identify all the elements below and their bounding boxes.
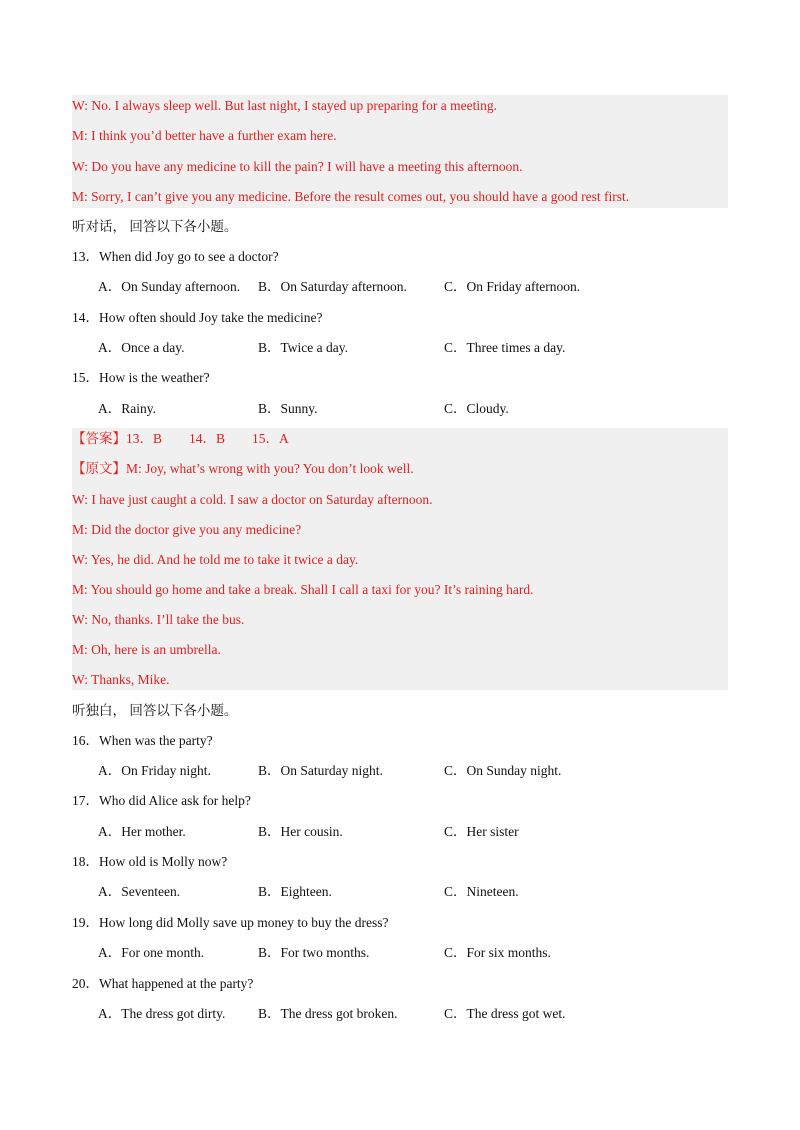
transcript-line: M: You should go home and take a break. Shall I call a taxi for you? It’s raining hard. (72, 582, 534, 597)
q18-option-b: B．Eighteen. (258, 884, 332, 899)
q16-option-b: B．On Saturday night. (258, 763, 383, 778)
section-heading-dialogue: 听对话， 回答以下各小题。 (72, 219, 238, 234)
question-15: 15．How is the weather? (72, 370, 210, 385)
transcript-line: M: Did the doctor give you any medicine? (72, 522, 302, 537)
q15-option-b: B．Sunny. (258, 401, 318, 416)
answer-line: 【答案】13．B 14．B 15．A (72, 431, 289, 446)
q14-option-c: C．Three times a day. (444, 340, 566, 355)
q17-option-a: A．Her mother. (98, 824, 186, 839)
q13-option-b: B．On Saturday afternoon. (258, 279, 407, 294)
q20-option-c: C．The dress got wet. (444, 1006, 566, 1021)
transcript-line: W: I have just caught a cold. I saw a doctor on Saturday afternoon. (72, 492, 433, 507)
q16-option-c: C．On Sunday night. (444, 763, 562, 778)
question-20: 20．What happened at the party? (72, 976, 254, 991)
transcript-line: W: Yes, he did. And he told me to take it twice a day. (72, 552, 359, 567)
q14-option-a: A．Once a day. (98, 340, 185, 355)
q18-option-a: A．Seventeen. (98, 884, 181, 899)
q15-option-c: C．Cloudy. (444, 401, 509, 416)
transcript-line: 【原文】M: Joy, what’s wrong with you? You don’t look well. (72, 461, 414, 476)
transcript-line: W: Thanks, Mike. (72, 672, 170, 687)
transcript-line: M: Oh, here is an umbrella. (72, 642, 221, 657)
question-17: 17．Who did Alice ask for help? (72, 793, 251, 808)
q20-option-a: A．The dress got dirty. (98, 1006, 226, 1021)
q19-option-b: B．For two months. (258, 945, 370, 960)
q16-option-a: A．On Friday night. (98, 763, 211, 778)
q17-option-b: B．Her cousin. (258, 824, 343, 839)
q19-option-a: A．For one month. (98, 945, 205, 960)
transcript-line: W: Do you have any medicine to kill the pain? I will have a meeting this afternoon. (72, 159, 523, 174)
q20-option-b: B．The dress got broken. (258, 1006, 398, 1021)
transcript-line: W: No, thanks. I’ll take the bus. (72, 612, 245, 627)
question-13: 13．When did Joy go to see a doctor? (72, 249, 279, 264)
q14-option-b: B．Twice a day. (258, 340, 349, 355)
section-heading-monologue: 听独白， 回答以下各小题。 (72, 703, 238, 718)
q18-option-c: C．Nineteen. (444, 884, 519, 899)
transcript-line: W: No. I always sleep well. But last night, I stayed up preparing for a meeting. (72, 98, 498, 113)
question-14: 14．How often should Joy take the medicine? (72, 310, 323, 325)
q17-option-c: C．Her sister (444, 824, 519, 839)
q15-option-a: A．Rainy. (98, 401, 156, 416)
question-18: 18．How old is Molly now? (72, 854, 228, 869)
transcript-line: M: I think you’d better have a further exam here. (72, 128, 337, 143)
transcript-line: M: Sorry, I can’t give you any medicine. Before the result comes out, you should have a good rest first. (72, 189, 630, 204)
q13-option-a: A．On Sunday afternoon. (98, 279, 241, 294)
question-19: 19．How long did Molly save up money to buy the dress? (72, 915, 389, 930)
q13-option-c: C．On Friday afternoon. (444, 279, 581, 294)
q19-option-c: C．For six months. (444, 945, 551, 960)
question-16: 16．When was the party? (72, 733, 213, 748)
